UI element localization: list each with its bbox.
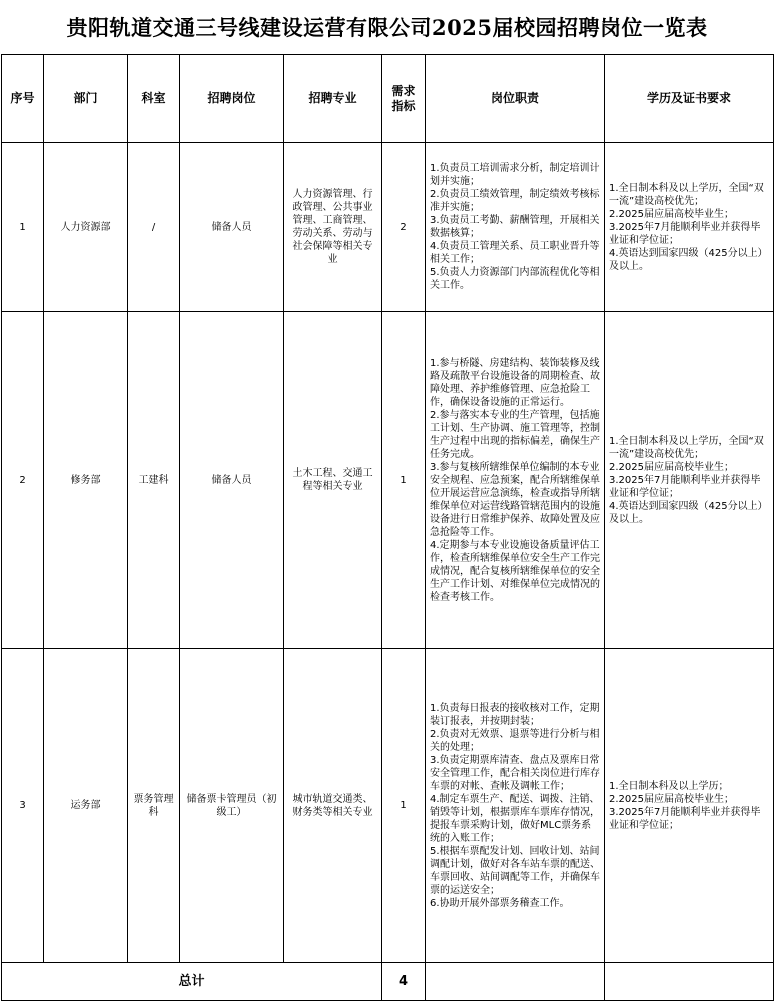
header-position: 招聘岗位: [180, 55, 284, 143]
row-position: 储备人员: [180, 143, 284, 312]
row-quota: 1: [382, 312, 426, 649]
row-section: 工建科: [128, 312, 180, 649]
row-section: /: [128, 143, 180, 312]
row-requirements: 1.全日制本科及以上学历，全国“双一流”建设高校优先； 2.2025届应届高校毕业生； 3.2025年7月能顺利毕业并获得毕业证和学位证； 4.英语达到国家四级（425分以上）及以上。: [605, 143, 774, 312]
row-dept: 修务部: [44, 312, 128, 649]
row-major: 城市轨道交通类、财务类等相关专业: [284, 649, 382, 963]
total-label: 总计: [2, 963, 382, 1001]
row-seq: 1: [2, 143, 44, 312]
total-value: 4: [382, 963, 426, 1001]
header-duties: 岗位职责: [426, 55, 605, 143]
row-section: 票务管理科: [128, 649, 180, 963]
row-dept: 人力资源部: [44, 143, 128, 312]
row-quota: 1: [382, 649, 426, 963]
header-row: [2, 55, 774, 143]
row-quota: 2: [382, 143, 426, 312]
row-seq: 2: [2, 312, 44, 649]
header-quota: 需求 指标: [382, 55, 426, 143]
header-section: 科室: [128, 55, 180, 143]
row-requirements: 1.全日制本科及以上学历，全国“双一流”建设高校优先； 2.2025届应届高校毕业生； 3.2025年7月能顺利毕业并获得毕业证和学位证； 4.英语达到国家四级（425分以上）及以上。: [605, 312, 774, 649]
total-duties-empty: [426, 963, 605, 1001]
row-seq: 3: [2, 649, 44, 963]
header-seq: 序号: [2, 55, 44, 143]
recruitment-table: [1, 54, 774, 1001]
row-requirements: 1.全日制本科及以上学历； 2.2025届应届高校毕业生； 3.2025年7月能顺利毕业并获得毕业证和学位证；: [605, 649, 774, 963]
page-title: 贵阳轨道交通三号线建设运营有限公司2025届校园招聘岗位一览表: [66, 15, 708, 40]
header-requirements: 学历及证书要求: [605, 55, 774, 143]
row-duties: 1.负责员工培训需求分析，制定培训计划并实施； 2.负责员工绩效管理，制定绩效考核标准并实施； 3.负责员工考勤、薪酬管理，开展相关数据核算； 4.负责员工管理关系、员工职业晋升等相关工作； 5.负责人力资源部门内部流程优化等相关工作。: [426, 143, 605, 312]
row-position: 储备票卡管理员（初级工）: [180, 649, 284, 963]
total-row: [2, 963, 774, 1001]
row-dept: 运务部: [44, 649, 128, 963]
table-row: [2, 143, 774, 312]
row-duties: 1.参与桥隧、房建结构、装饰装修及线路及疏散平台设施设备的周期检查、故障处理、养护维修管理、应急抢险工作，确保设备设施的正常运行。 2.参与落实本专业的生产管理，包括施工计划、生产协调、施工管理等，控制生产过程中出现的指标偏差，确保生产任务完成。 3.参与复核所辖维保单位编制的本专业安全规程、应急预案，配合所辖维保单位开展运营应急演练，检查或指导所辖维保单位对运营线路管辖范围内的设施设备进行日常维护保养、故障处置及应急抢险等工作。 4.定期参与本专业设施设备质量评估工作，检查所辖维保单位安全生产工作完成情况，配合复核所辖维保单位的安全生产工作计划、对维保单位完成情况的检查考核工作。: [426, 312, 605, 649]
header-dept: 部门: [44, 55, 128, 143]
header-major: 招聘专业: [284, 55, 382, 143]
row-duties: 1.负责每日报表的接收核对工作，定期装订报表，并按期封装； 2.负责对无效票、退票等进行分析与相关的处理； 3.负责定期票库清查、盘点及票库日常安全管理工作，配合相关岗位进行库存车票的对帐、查帐及调帐工作； 4.制定车票生产、配送、调拨、注销、销毁等计划，根据票库车票库存情况，提报车票采购计划，做好MLC票务系统的入账工作； 5.根据车票配发计划、回收计划、站间调配计划，做好对各车站车票的配送、车票回收、站间调配等工作，并确保车票的运送安全； 6.协助开展外部票务稽查工作。: [426, 649, 605, 963]
table-row: [2, 312, 774, 649]
row-major: 土木工程、交通工程等相关专业: [284, 312, 382, 649]
row-position: 储备人员: [180, 312, 284, 649]
total-requirements-empty: [605, 963, 774, 1001]
table-row: [2, 649, 774, 963]
row-major: 人力资源管理、行政管理、公共事业管理、工商管理、劳动关系、劳动与社会保障等相关专业: [284, 143, 382, 312]
